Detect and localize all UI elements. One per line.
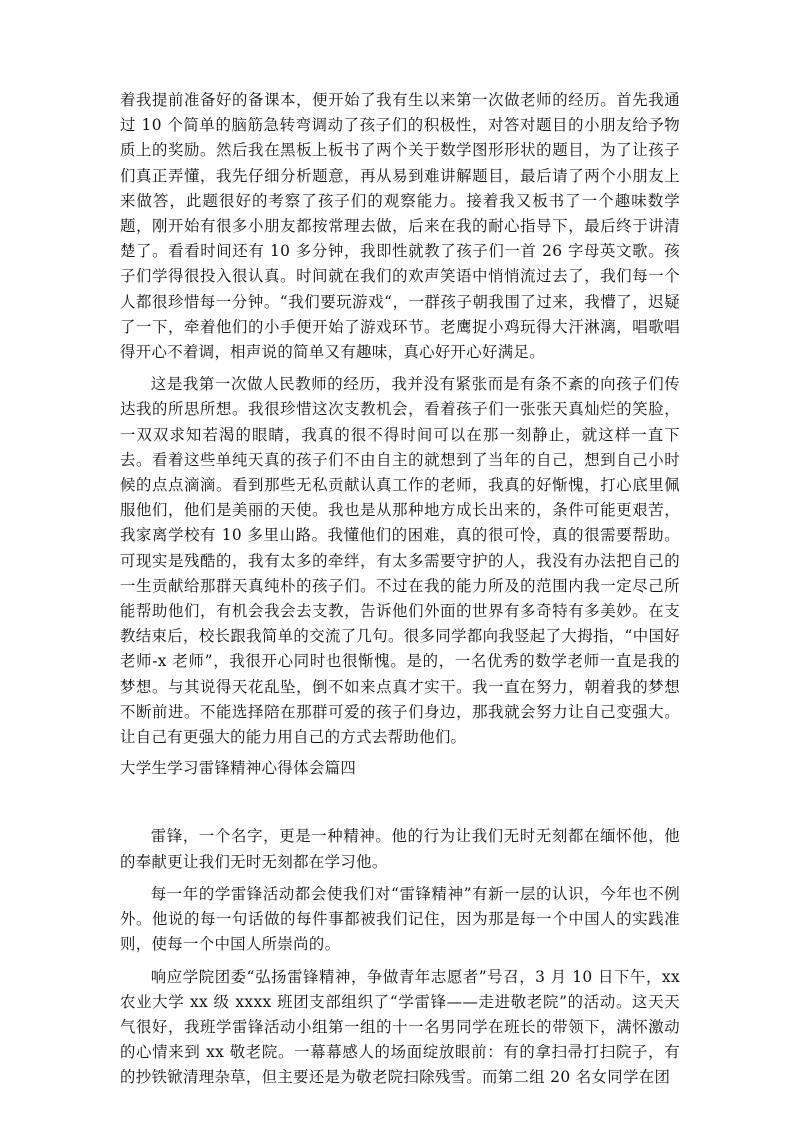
paragraph-volunteer-event: 响应学院团委“弘扬雷锋精神，争做青年志愿者”号召，3 月 10 日下午，xx 农业大学 xx 级 xxxx 班团支部组织了“学雷锋——走进敬老院”的活动。这天天气很好，我班学雷锋活动小组第一组的十一名男同学在班长的带领下，满怀激动的心情来到 xx 敬老院。一幕幕感人的场面绽放眼前：有的拿扫帚打扫院子，有的抄铁锨清理杂草，但主要还是为敬老院扫除残雪。而第二组 20 名女同学在团 (120, 967, 680, 1087)
paragraph-lei-feng-intro: 雷锋，一个名字，更是一种精神。他的行为让我们无时无刻都在缅怀他，他的奉献更让我们无时无刻都在学习他。 (120, 827, 680, 871)
document-page (120, 88, 680, 1091)
paragraph-lei-feng-activity: 每一年的学雷锋活动都会使我们对“雷锋精神”有新一层的认识，今年也不例外。他说的每一句话做的每件事都被我们记住，因为那是每一个中国人的实践准则，使每一个中国人所崇尚的。 (120, 884, 680, 954)
section-title: 大学生学习雷锋精神心得体会篇四 (120, 759, 357, 778)
paragraph-teaching-experience: 着我提前准备好的备课本，便开始了我有生以来第一次做老师的经历。首先我通过 10 个简单的脑筋急转弯调动了孩子们的积极性，对答对题目的小朋友给予物质上的奖励。然后我在黑板上板书了两个关于数学图形形状的题目，为了让孩子们真正弄懂，我先仔细分析题意，再从易到难讲解题目，最后请了两个小朋友上来做答，此题很好的考察了孩子们的观察能力。接着我又板书了一个趣味数学题，刚开始有很多小朋友都按常理去做，后来在我的耐心指导下，最后终于讲清楚了。看看时间还有 10 多分钟，我即性就教了孩子们一首 26 字母英文歌。孩子们学得很投入很认真。时间就在我们的欢声笑语中悄悄流过去了，我们每一个人都很珍惜每一分钟。“我们要玩游戏“，一群孩子朝我围了过来，我懵了，迟疑了一下，牵着他们的小手便开始了游戏环节。老鹰捉小鸡玩得大汗淋漓，唱歌唱得开心不着调，相声说的简单又有趣味，真心好开心好满足。 (120, 91, 680, 362)
paragraph-reflection: 这是我第一次做人民教师的经历，我并没有紧张而是有条不紊的向孩子们传达我的所思所想。我很珍惜这次支教机会，看着孩子们一张张天真灿烂的笑脸，一双双求知若渴的眼睛，我真的很不得时间可以在那一刻静止，就这样一直下去。看着这些单纯天真的孩子们不由自主的就想到了当年的自己，想到自己小时候的点点滴滴。看到那些无私贡献认真工作的老师，我真的好惭愧，打心底里佩服他们，他们是美丽的天使。我也是从那种地方成长出来的，条件可能更艰苦，我家离学校有 10 多里山路。我懂他们的困难，真的很可怜，真的很需要帮助。可现实是残酷的，我有太多的牵绊，有太多需要守护的人，我没有办法把自己的一生贡献给那群天真纯朴的孩子们。不过在我的能力所及的范围内我一定尽己所能帮助他们，有机会我会去支教，告诉他们外面的世界有多奇特有多美妙。在支教结束后，校长跟我简单的交流了几句。很多同学都向我竖起了大拇指，“中国好老师-x 老师”，我很开心同时也很惭愧。是的，一名优秀的数学老师一直是我的梦想。与其说得天花乱坠，倒不如来点真才实干。我一直在努力，朝着我的梦想不断前进。不能选择陪在那群可爱的孩子们身边，那我就会努力让自己变强大。让自己有更强大的能力用自己的方式去帮助他们。 (120, 375, 680, 747)
